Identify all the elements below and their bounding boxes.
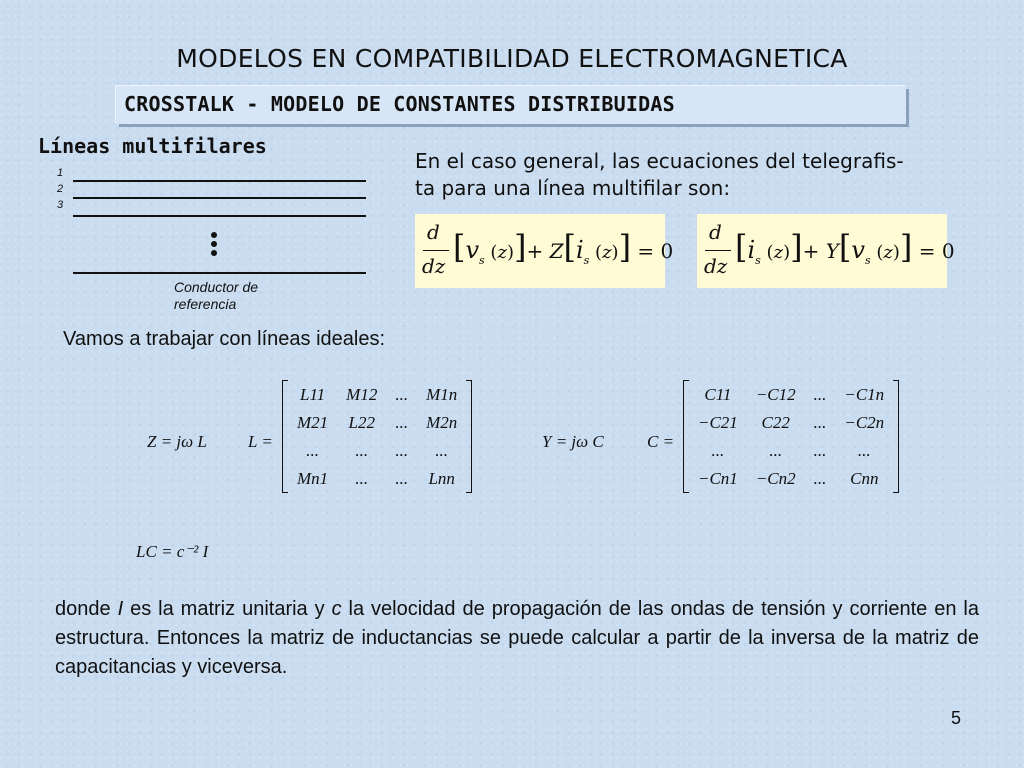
eq1-v: v	[465, 236, 480, 264]
eq2-zero: 0	[941, 239, 955, 263]
matrix-cell: Cnn	[850, 468, 879, 488]
eq1-i: i	[575, 236, 584, 264]
reference-label-line1: Conductor de	[174, 279, 259, 295]
matrix-cell: M2n	[426, 412, 458, 432]
eq2-Y: Y	[825, 239, 839, 263]
eq1-zero: 0	[660, 239, 674, 263]
C-matrix-right-bracket	[893, 381, 899, 493]
eq2-fraction-bar	[705, 250, 731, 251]
matrix-cell: ...	[813, 412, 827, 432]
matrix-cell: ...	[395, 412, 409, 432]
paragraph-text-2: es la matriz unitaria y	[123, 598, 332, 620]
telegrapher-equation-2	[697, 214, 955, 288]
eq1-s2: s	[583, 253, 590, 267]
eq2-s: s	[755, 253, 761, 267]
C-matrix	[683, 380, 899, 493]
matrix-cell: ...	[355, 468, 369, 488]
lc-relation: LC = c⁻² I	[136, 542, 209, 561]
matrix-cell: ...	[395, 384, 409, 404]
eq1-body: [$v_s$ $(z)]+ Z[i_s$ (z)] = 0	[453, 228, 674, 267]
matrix-cell: −C1n	[844, 384, 885, 404]
telegrapher-equation-1	[415, 214, 674, 288]
L-matrix-right-bracket	[466, 381, 472, 493]
eq1-Z: Z	[549, 239, 564, 263]
matrix-cell: ...	[395, 440, 409, 460]
intro-text	[415, 148, 1005, 202]
paragraph-symbol-I: I	[117, 598, 124, 620]
subtitle-text: CROSSTALK - MODELO DE CONSTANTES DISTRIBUIDAS	[124, 92, 675, 116]
matrix-cell: −C21	[698, 412, 738, 432]
matrix-cell: ...	[813, 384, 827, 404]
matrix-cell: ...	[711, 440, 725, 460]
reference-label-line2: referencia	[174, 296, 237, 312]
eq2-d: d	[709, 220, 722, 244]
reference-label	[174, 279, 258, 313]
matrix-cell: Mn1	[297, 468, 329, 488]
matrix-cell: M21	[297, 412, 329, 432]
eq2-dz: dz	[704, 254, 728, 278]
eq2-body: [$i_s$ $(z)]+ Y[v_s$ (z)] = 0	[735, 228, 955, 267]
ellipsis-dot	[211, 232, 217, 238]
L-matrix	[282, 380, 472, 493]
intro-line1: En el caso general, las ecuaciones del telegrafis-	[415, 149, 904, 173]
matrix-cell: M12	[346, 384, 378, 404]
explanation-paragraph	[55, 595, 979, 682]
matrix-cell: −C2n	[844, 412, 885, 432]
subtitle-box	[116, 86, 906, 124]
eq1-fraction-bar	[423, 250, 449, 251]
matrix-cell: ...	[355, 440, 369, 460]
paragraph-text-3: la velocidad de propagación de las ondas de tensión y corriente en la estructura. Entonces la matriz de inductancias se puede calcular a partir de la inversa de la matriz de capacitancias y viceversa.	[55, 598, 980, 678]
eq2-z: z	[773, 242, 784, 263]
matrix-cell: −C12	[755, 384, 796, 404]
matrix-cell: C11	[704, 384, 732, 404]
impedance-definition: Z = jω L	[147, 432, 207, 451]
wire-2	[73, 197, 366, 199]
eq1-dz: dz	[422, 254, 446, 278]
paragraph-symbol-c: c	[331, 598, 342, 620]
wire-label-1: 1	[57, 167, 64, 179]
C-matrix-name: C =	[647, 432, 675, 451]
wire-3	[73, 215, 366, 217]
matrix-cell: ...	[435, 440, 449, 460]
wire-label-3: 3	[57, 199, 64, 211]
matrix-cell: −Cn1	[698, 468, 738, 488]
page-number: 5	[951, 708, 962, 728]
matrix-cell: L22	[348, 412, 375, 432]
matrix-cell: C22	[761, 412, 790, 432]
matrix-cell: ...	[306, 440, 319, 460]
matrix-cell: ...	[813, 468, 827, 488]
matrix-cell: ...	[769, 440, 783, 460]
matrix-cell: ...	[857, 440, 871, 460]
matrix-cell: Lnn	[428, 468, 455, 488]
reference-conductor	[73, 272, 366, 274]
eq2-v: v	[851, 236, 865, 264]
paragraph-text-1: donde	[55, 598, 118, 620]
matrix-cell: ...	[813, 440, 827, 460]
ellipsis-dot	[211, 250, 217, 256]
eq1-z: z	[497, 242, 507, 263]
wire-1	[73, 180, 366, 182]
matrix-cell: L11	[299, 384, 326, 404]
eq2-s2: s	[864, 253, 871, 267]
eq2-i: i	[747, 236, 756, 264]
eq1-z2: z	[602, 242, 612, 263]
matrix-cell: −Cn2	[755, 468, 796, 488]
matrix-cell: M1n	[426, 384, 458, 404]
diagram-heading: Líneas multifilares	[38, 134, 267, 158]
C-matrix-table	[683, 380, 899, 493]
ellipsis-dot	[211, 241, 217, 247]
eq2-z2: z	[883, 242, 893, 263]
eq1-d: d	[427, 220, 440, 244]
wire-label-2: 2	[57, 183, 64, 195]
matrix-cell: ...	[395, 468, 409, 488]
ideal-lines-text: Vamos a trabajar con líneas ideales:	[63, 328, 386, 350]
intro-line2: ta para una línea multifilar son:	[415, 176, 731, 200]
L-matrix-table	[282, 380, 472, 493]
admittance-definition: Y = jω C	[542, 432, 604, 451]
eq1-s: s	[479, 253, 485, 267]
slide-title: MODELOS EN COMPATIBILIDAD ELECTROMAGNETICA	[176, 44, 848, 73]
L-matrix-name: L =	[248, 432, 273, 451]
